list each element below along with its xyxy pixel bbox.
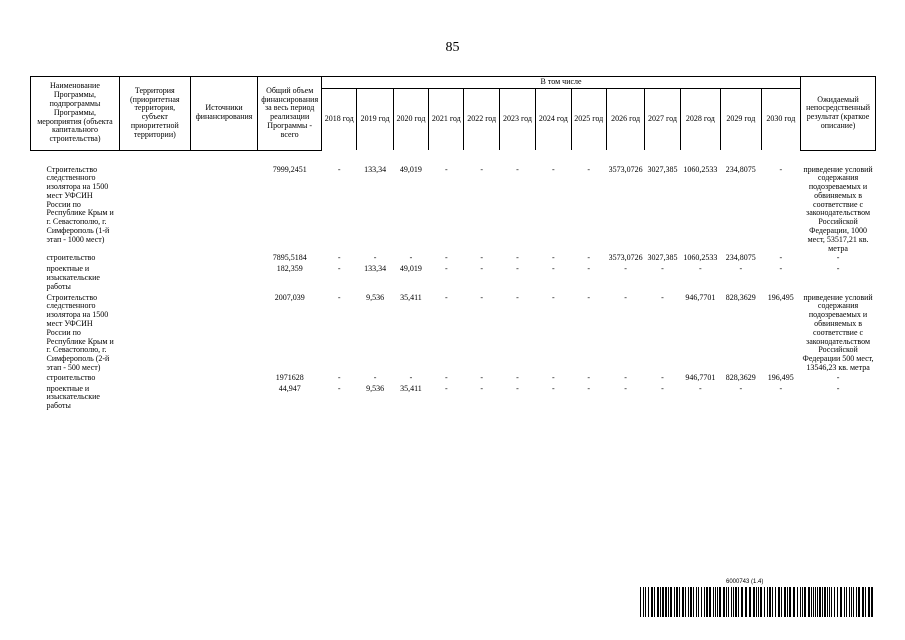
barcode-bar: [840, 587, 842, 617]
barcode-bar: [643, 587, 644, 617]
row-year-value-cell: 946,7701: [685, 292, 716, 302]
barcode-bar: [775, 587, 776, 617]
barcode-bar: [682, 587, 684, 617]
barcode-bar: [679, 587, 680, 617]
barcode-bar: [670, 587, 672, 617]
row-year-value-cell: -: [661, 372, 664, 382]
spacer-cell: [258, 150, 322, 165]
barcode-bar: [789, 587, 791, 617]
row-year-value-cell: -: [587, 164, 591, 174]
spacer-cell: [801, 150, 876, 165]
row-territory-cell: [119, 293, 190, 373]
row-year-value-cell: -: [552, 253, 555, 263]
row-year-value-cell: 49,019: [399, 164, 422, 174]
row-name-cell: строительство: [46, 253, 96, 263]
row-year-value-cell: -: [779, 383, 783, 393]
row-year-value-cell: -: [624, 264, 627, 274]
spacer-cell: [606, 150, 644, 165]
barcode-bar: [808, 587, 810, 617]
row-sources-cell: [190, 165, 258, 254]
row-year-value-cell: -: [444, 372, 448, 382]
row-sources-cell: [190, 264, 258, 292]
barcode-bar: [693, 587, 694, 617]
row-year-value-cell: 35,411: [400, 383, 422, 393]
year-header-3: 2020 год: [393, 89, 428, 151]
row-year-value-cell: 234,8075: [725, 164, 756, 174]
year-header-4: 2021 год: [429, 89, 464, 151]
row-total-cell: 2007,039: [274, 292, 305, 302]
row-year-value-cell: -: [587, 292, 591, 302]
row-year-value-cell: -: [661, 292, 664, 302]
row-result-cell: -: [836, 372, 840, 382]
barcode-bar: [856, 587, 857, 617]
row-year-value-cell: -: [516, 292, 519, 302]
header-sources: Источники финансирования: [190, 77, 258, 151]
spacer-cell: [761, 150, 801, 165]
spacer-cell: [357, 150, 393, 165]
barcode-bar: [706, 587, 708, 617]
barcode-bar: [824, 587, 826, 617]
row-territory-cell: [119, 373, 190, 384]
header-territory: Территория (приоритетная территория, субъект приоритетной территории): [119, 77, 190, 151]
row-year-value-cell: -: [516, 264, 519, 274]
spacer-cell: [464, 150, 499, 165]
row-name-cell: проектные и изыскательские работы: [46, 383, 100, 411]
year-header-2: 2019 год: [357, 89, 393, 151]
barcode-bar: [815, 587, 816, 617]
spacer-cell: [393, 150, 428, 165]
row-year-value-cell: -: [587, 372, 591, 382]
barcode-bar: [709, 587, 711, 617]
row-result-cell: -: [836, 383, 840, 393]
barcode-bar: [726, 587, 727, 617]
row-year-value-cell: -: [552, 372, 555, 382]
row-year-value-cell: 3027,385: [647, 253, 678, 263]
row-year-value-cell: -: [409, 253, 413, 263]
row-year-value-cell: -: [480, 372, 483, 382]
row-territory-cell: [119, 253, 190, 264]
row-year-value-cell: -: [552, 164, 555, 174]
spacer-cell: [571, 150, 606, 165]
row-year-value-cell: 946,7701: [685, 372, 716, 382]
barcode-bar: [676, 587, 678, 617]
barcode-bar: [868, 587, 870, 617]
barcode-bar: [758, 587, 759, 617]
table-row: [31, 293, 876, 373]
row-sources-cell: [190, 253, 258, 264]
barcode-bar: [760, 587, 762, 617]
barcode-bar: [767, 587, 768, 617]
barcode-bar: [827, 587, 828, 617]
barcode-bar: [756, 587, 757, 617]
barcode-bar: [665, 587, 667, 617]
barcode-bar: [733, 587, 734, 617]
row-year-value-cell: -: [587, 264, 591, 274]
row-year-value-cell: 828,3629: [725, 292, 756, 302]
barcode-bar: [846, 587, 847, 617]
row-year-value-cell: -: [337, 383, 341, 393]
row-year-value-cell: 133,34: [364, 164, 387, 174]
year-header-11: 2028 год: [680, 89, 720, 151]
barcode-bar: [738, 587, 739, 617]
barcode-bar: [717, 587, 718, 617]
row-year-value-cell: -: [337, 253, 341, 263]
row-total-cell: 44,947: [278, 383, 301, 393]
barcode-bar: [800, 587, 801, 617]
year-header-10: 2027 год: [645, 89, 680, 151]
header-result: Ожидаемый непосредственный результат (краткое описание): [801, 77, 876, 151]
barcode-bar: [822, 587, 823, 617]
spacer-cell: [322, 150, 357, 165]
table-row: [31, 384, 876, 412]
row-result-cell: -: [836, 253, 840, 263]
row-year-value-cell: -: [587, 253, 591, 263]
row-year-value-cell: -: [739, 264, 743, 274]
barcode-caption: 6000743 (1.4): [726, 579, 764, 585]
row-year-value-cell: -: [444, 292, 448, 302]
row-result-cell: приведение условий содержания подозреваемых и обвиняемых в соответствие с законодательством Российской Федерации 500 мест, 13546,23 кв. метра: [802, 292, 874, 373]
year-header-1: 2018 год: [322, 89, 357, 151]
year-header-8: 2025 год: [571, 89, 606, 151]
barcode-bar: [688, 587, 689, 617]
barcode-bar: [858, 587, 860, 617]
barcode-bar: [871, 587, 873, 617]
barcode-bar: [849, 587, 850, 617]
row-year-value-cell: -: [624, 383, 627, 393]
row-year-value-cell: -: [779, 164, 783, 174]
barcode-bar: [651, 587, 653, 617]
barcode-bar: [862, 587, 864, 617]
barcode-bar: [844, 587, 845, 617]
spacer-cell: [119, 150, 190, 165]
barcode-bar: [811, 587, 812, 617]
barcode-bar: [772, 587, 773, 617]
row-year-value-cell: 133,34: [364, 264, 387, 274]
spacer-cell: [190, 150, 258, 165]
row-year-value-cell: -: [699, 264, 702, 274]
row-name-cell: Строительство следственного изолятора на 1500 мест УФСИН России по Республике Крым и г. Севастополю, г. Симферополь (1-й этап - 1000 мест): [46, 164, 114, 244]
row-year-value-cell: -: [516, 372, 519, 382]
spacer-cell: [536, 150, 571, 165]
barcode-bar: [685, 587, 686, 617]
row-year-value-cell: 828,3629: [725, 372, 756, 382]
barcode-bar: [753, 587, 755, 617]
barcode-area: [640, 579, 876, 619]
page-number: 85: [445, 40, 460, 55]
row-year-value-cell: -: [779, 253, 783, 263]
barcode-image: [640, 587, 876, 617]
row-total-cell: 1971628: [275, 372, 304, 382]
row-year-value-cell: -: [699, 383, 702, 393]
row-total-cell: 7999,2451: [272, 164, 307, 174]
row-year-value-cell: -: [480, 383, 483, 393]
barcode-bar: [781, 587, 782, 617]
barcode-bar: [648, 587, 649, 617]
row-year-value-cell: -: [480, 253, 483, 263]
barcode-bar: [741, 587, 743, 617]
row-year-value-cell: -: [516, 164, 519, 174]
spacer-cell: [680, 150, 720, 165]
row-year-value-cell: -: [552, 383, 555, 393]
row-total-cell: 7895,5184: [272, 253, 307, 263]
barcode-bar: [787, 587, 788, 617]
barcode-bar: [719, 587, 721, 617]
row-year-value-cell: 3573,0726: [608, 164, 643, 174]
spacer-row: [31, 150, 876, 165]
year-header-6: 2023 год: [499, 89, 535, 151]
barcode-bar: [819, 587, 821, 617]
spacer-cell: [721, 150, 761, 165]
barcode-bar: [797, 587, 798, 617]
row-year-value-cell: 1060,2533: [683, 164, 718, 174]
barcode-bar: [645, 587, 646, 617]
barcode-bar: [660, 587, 661, 617]
row-year-value-cell: 1060,2533: [683, 253, 718, 263]
barcode-bar: [764, 587, 765, 617]
row-name-cell: Строительство следственного изолятора на 1500 мест УФСИН России по Республике Крым и г. Севастополю, г. Симферополь (2-й этап - 500 мест): [46, 292, 114, 373]
year-header-13: 2030 год: [761, 89, 801, 151]
year-header-7: 2024 год: [536, 89, 571, 151]
row-year-value-cell: -: [661, 383, 664, 393]
table-row: [31, 373, 876, 384]
row-sources-cell: [190, 293, 258, 373]
barcode-bar: [701, 587, 702, 617]
spacer-cell: [31, 150, 120, 165]
row-territory-cell: [119, 384, 190, 412]
row-year-value-cell: -: [480, 292, 483, 302]
row-year-value-cell: -: [409, 372, 413, 382]
row-year-value-cell: -: [444, 264, 448, 274]
row-territory-cell: [119, 264, 190, 292]
barcode-bar: [837, 587, 838, 617]
row-result-cell: приведение условий содержания подозреваемых и обвиняемых в соответствие с законодательством Российской Федерации, 1000 мест, 53517,21 кв. метра: [803, 164, 873, 253]
row-year-value-cell: -: [587, 383, 591, 393]
row-year-value-cell: -: [373, 253, 377, 263]
row-year-value-cell: 234,8075: [725, 253, 756, 263]
row-year-value-cell: -: [373, 372, 377, 382]
row-year-value-cell: 3573,0726: [608, 253, 643, 263]
barcode-bar: [690, 587, 692, 617]
barcode-bar: [696, 587, 697, 617]
barcode-bar: [735, 587, 737, 617]
row-year-value-cell: -: [444, 383, 448, 393]
barcode-bar: [657, 587, 659, 617]
header-including: В том числе: [322, 77, 801, 89]
row-year-value-cell: -: [739, 383, 743, 393]
row-year-value-cell: -: [516, 253, 519, 263]
barcode-bar: [817, 587, 818, 617]
spacer-cell: [499, 150, 535, 165]
header-name: Наименование Программы, подпрограммы Программы, мероприятия (объекта капитального строительства): [31, 77, 120, 151]
barcode-bar: [704, 587, 705, 617]
row-year-value-cell: 9,536: [366, 292, 385, 302]
row-year-value-cell: 196,495: [767, 372, 794, 382]
row-year-value-cell: 9,536: [366, 383, 385, 393]
barcode-bar: [834, 587, 835, 617]
row-territory-cell: [119, 165, 190, 254]
row-year-value-cell: -: [444, 164, 448, 174]
row-year-value-cell: -: [552, 264, 555, 274]
row-sources-cell: [190, 373, 258, 384]
row-year-value-cell: 49,019: [399, 264, 422, 274]
row-year-value-cell: -: [516, 383, 519, 393]
barcode-bar: [662, 587, 664, 617]
row-year-value-cell: 35,411: [400, 292, 422, 302]
header-total: Общий объем финансирования за весь период реализации Программы - всего: [258, 77, 322, 151]
row-year-value-cell: -: [624, 292, 627, 302]
barcode-bar: [784, 587, 786, 617]
row-year-value-cell: -: [480, 264, 483, 274]
row-year-value-cell: -: [552, 292, 555, 302]
row-year-value-cell: -: [337, 164, 341, 174]
barcode-bar: [728, 587, 729, 617]
barcode-bar: [715, 587, 716, 617]
table-row: [31, 264, 876, 292]
row-year-value-cell: 3027,385: [647, 164, 678, 174]
row-name-cell: проектные и изыскательские работы: [46, 264, 100, 291]
row-year-value-cell: -: [480, 164, 483, 174]
barcode-bar: [769, 587, 771, 617]
row-year-value-cell: -: [337, 292, 341, 302]
financing-table: [30, 76, 876, 412]
barcode-bar: [654, 587, 655, 617]
barcode-bar: [745, 587, 747, 617]
spacer-cell: [645, 150, 680, 165]
row-sources-cell: [190, 384, 258, 412]
barcode-bar: [802, 587, 803, 617]
barcode-bar: [674, 587, 675, 617]
row-year-value-cell: -: [624, 372, 627, 382]
barcode-bar: [698, 587, 699, 617]
year-header-5: 2022 год: [464, 89, 499, 151]
row-year-value-cell: -: [779, 264, 783, 274]
barcode-bar: [749, 587, 751, 617]
row-year-value-cell: 196,495: [767, 292, 794, 302]
row-total-cell: 182,359: [276, 264, 303, 274]
row-year-value-cell: -: [337, 264, 341, 274]
barcode-bar: [851, 587, 852, 617]
barcode-bar: [813, 587, 814, 617]
barcode-bar: [668, 587, 669, 617]
barcode-bar: [640, 587, 641, 617]
barcode-bar: [713, 587, 714, 617]
row-name-cell: строительство: [46, 372, 96, 382]
year-header-12: 2029 год: [721, 89, 761, 151]
year-header-9: 2026 год: [606, 89, 644, 151]
barcode-bar: [853, 587, 854, 617]
barcode-bar: [778, 587, 780, 617]
barcode-bar: [723, 587, 725, 617]
table-row: [31, 253, 876, 264]
row-result-cell: -: [836, 264, 840, 274]
barcode-bar: [831, 587, 832, 617]
barcode-bar: [865, 587, 866, 617]
spacer-cell: [429, 150, 464, 165]
row-year-value-cell: -: [337, 372, 341, 382]
table-body: [31, 150, 876, 412]
barcode-bar: [829, 587, 830, 617]
barcode-bar: [804, 587, 806, 617]
row-year-value-cell: -: [661, 264, 664, 274]
barcode-bar: [793, 587, 795, 617]
financing-table-container: [30, 76, 876, 412]
row-year-value-cell: -: [444, 253, 448, 263]
barcode-bar: [731, 587, 732, 617]
table-row: [31, 165, 876, 254]
